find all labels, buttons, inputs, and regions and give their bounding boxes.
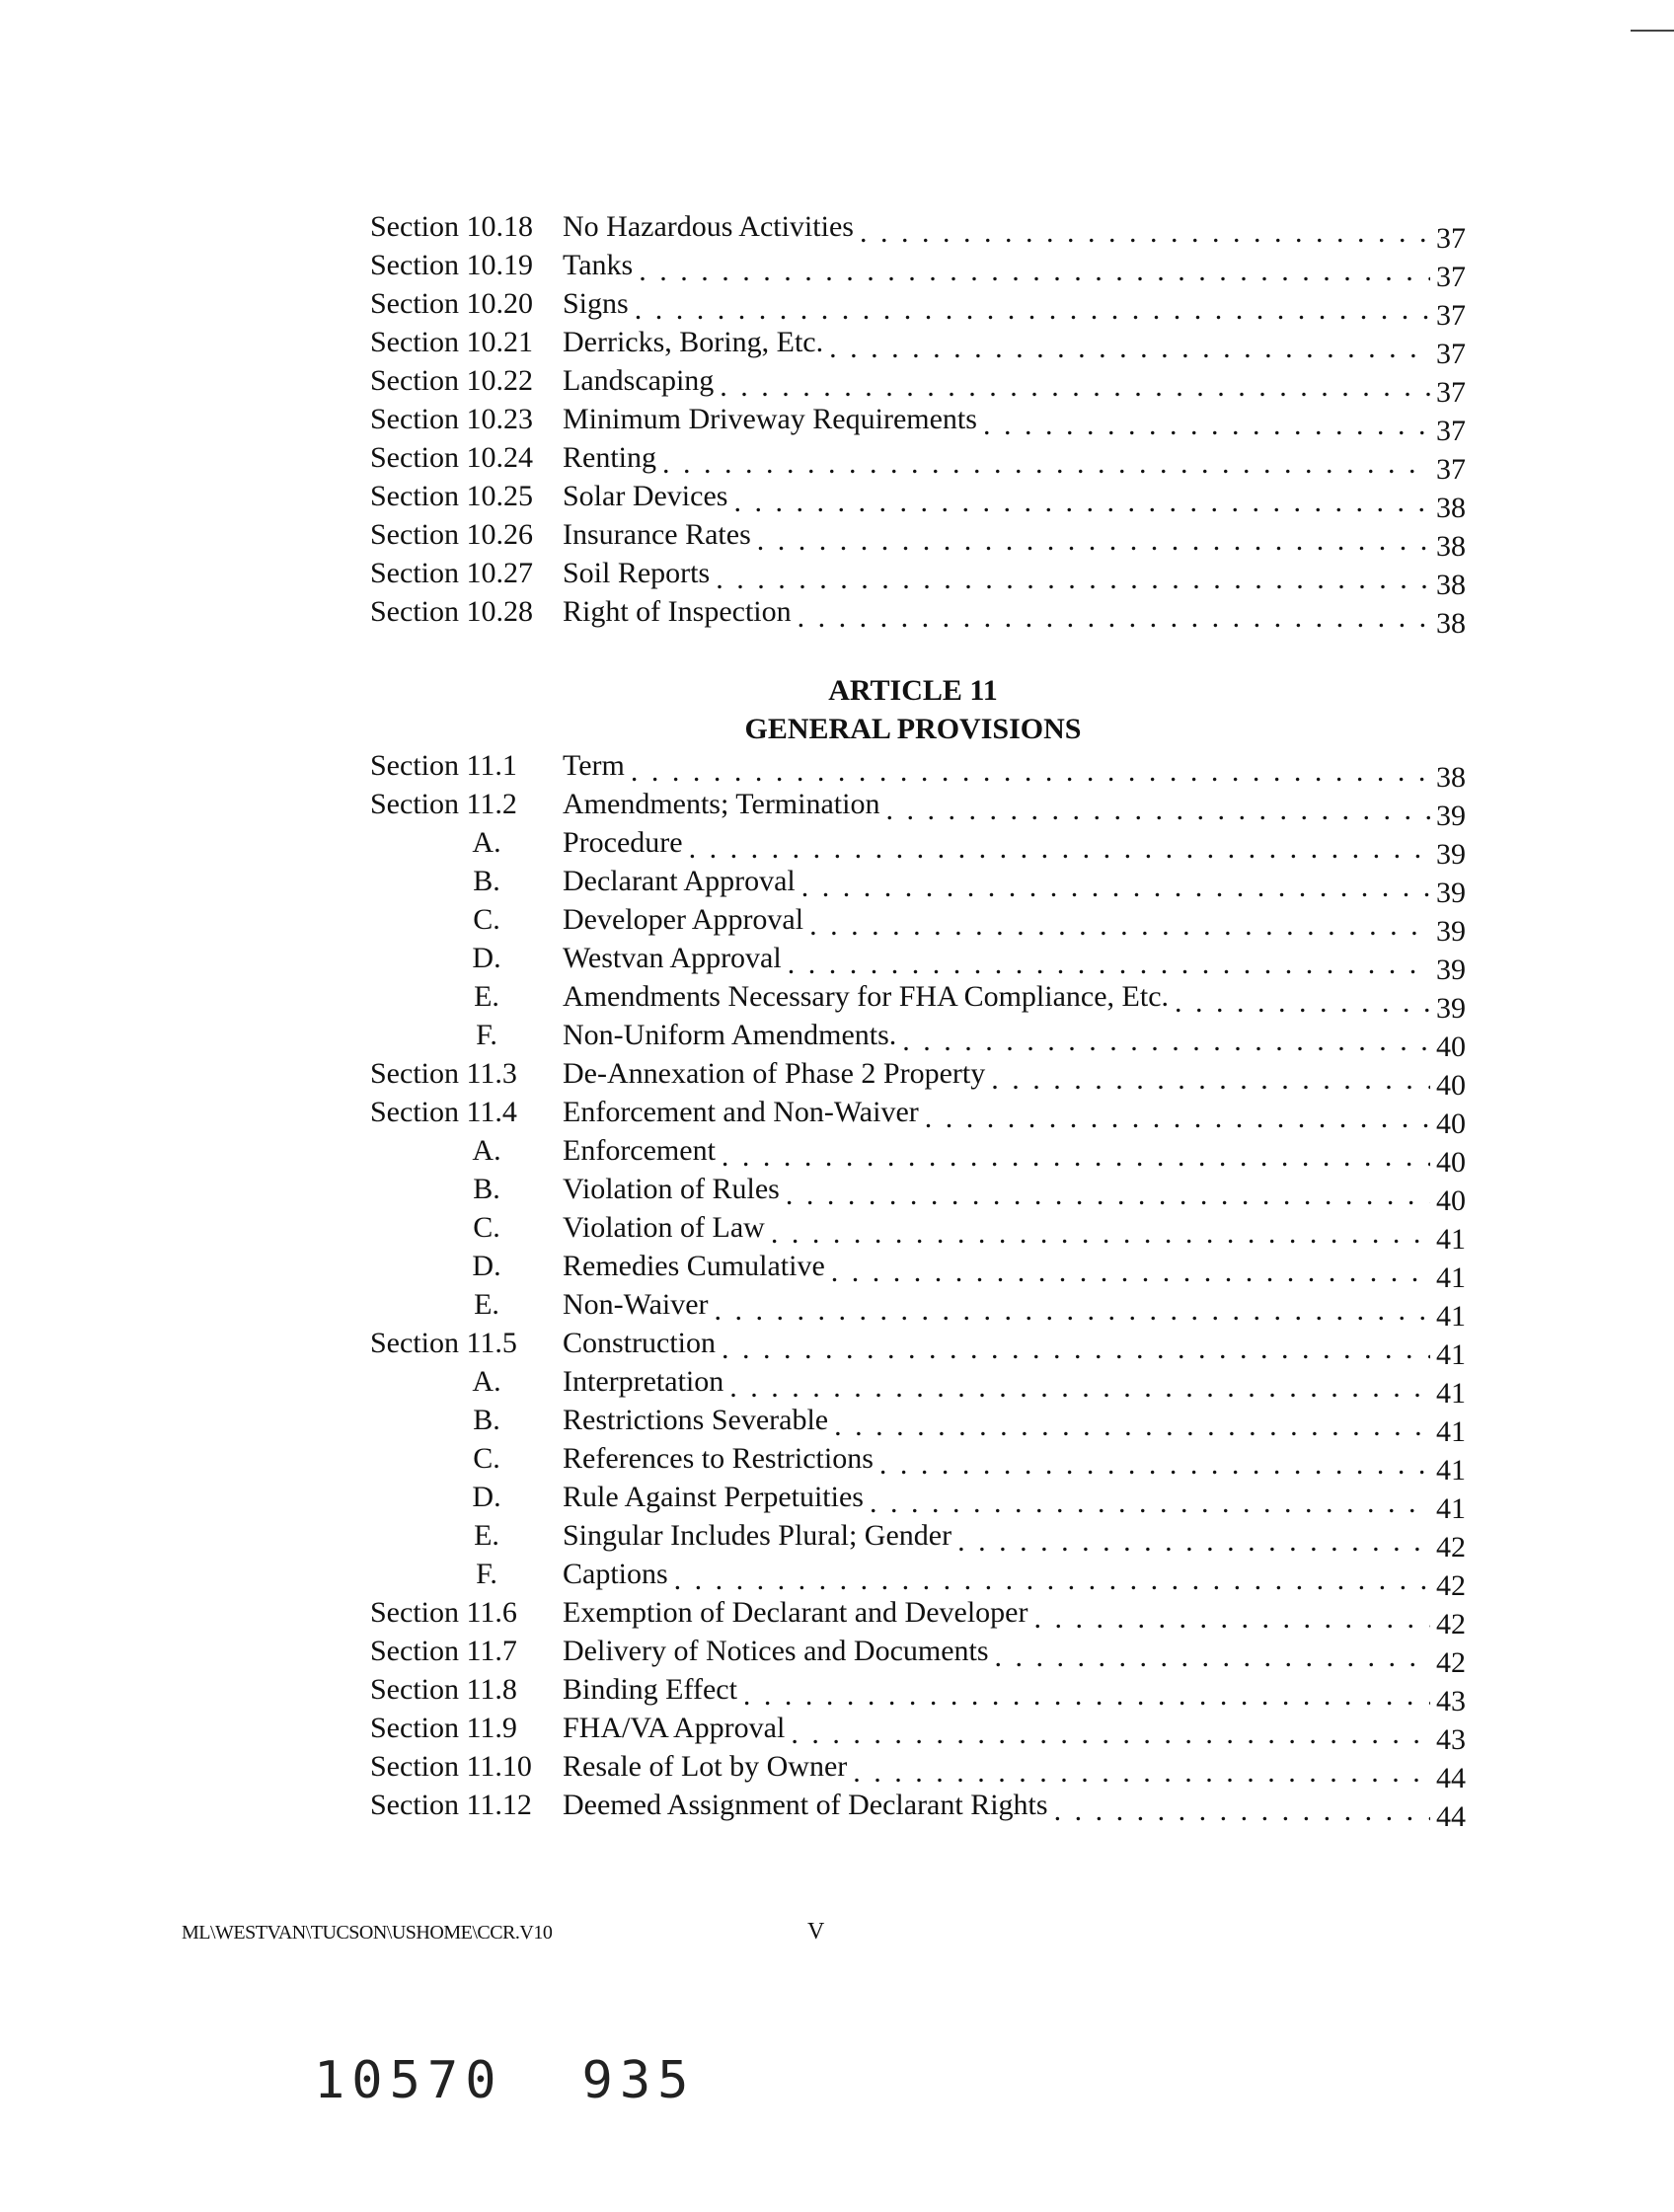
toc-entry	[360, 977, 1466, 1025]
toc-list-article-10	[360, 207, 1466, 640]
toc-page-number: 39	[1436, 953, 1466, 986]
toc-entry	[360, 939, 1466, 986]
toc-entry-title: Soil Reports	[563, 557, 711, 589]
toc-section-number: Section 10.24	[370, 441, 533, 474]
toc-entry-title: Amendments; Termination	[563, 788, 880, 820]
toc-section-number: Section 11.3	[370, 1057, 517, 1090]
toc-entry-title: Non-Uniform Amendments.	[563, 1019, 897, 1051]
toc-page-number: 41	[1436, 1377, 1466, 1410]
toc-entry-title: Tanks	[563, 249, 634, 281]
toc-page-number: 41	[1436, 1300, 1466, 1333]
toc-entry-title: Amendments Necessary for FHA Compliance, Etc.	[563, 980, 1170, 1013]
toc-page-number: 39	[1436, 877, 1466, 909]
toc-page-number: 37	[1436, 299, 1466, 332]
toc-entry	[360, 746, 1466, 794]
toc-page-number: 37	[1436, 338, 1466, 370]
toc-subsection-letter: D.	[472, 1250, 501, 1282]
toc-entry	[360, 1016, 1466, 1063]
toc-subsection-letter: F.	[476, 1558, 497, 1590]
toc-page-number: 40	[1436, 1107, 1466, 1140]
toc-page-number: 38	[1436, 761, 1466, 794]
toc-page-number: 39	[1436, 992, 1466, 1025]
article-number: ARTICLE 11	[828, 674, 998, 707]
toc-section-number: Section 10.27	[370, 557, 533, 589]
toc-entry	[360, 1324, 1466, 1371]
toc-section-number: Section 11.10	[370, 1750, 532, 1783]
toc-entry	[360, 1247, 1466, 1294]
toc-page-number: 43	[1436, 1685, 1466, 1717]
recording-book-number: 10570	[314, 2051, 503, 2110]
footer-page-numeral: V	[807, 1919, 825, 1945]
toc-entry	[360, 477, 1466, 524]
toc-page-number: 38	[1436, 530, 1466, 563]
toc-entry	[360, 438, 1466, 486]
toc-entry-title: Derricks, Boring, Etc.	[563, 326, 824, 358]
toc-page-number: 40	[1436, 1069, 1466, 1102]
toc-entry	[360, 1054, 1466, 1102]
toc-entry	[360, 1786, 1466, 1833]
toc-entry-title: Non-Waiver	[563, 1288, 709, 1321]
toc-subsection-letter: A.	[472, 826, 501, 859]
toc-section-number: Section 11.4	[370, 1096, 517, 1128]
toc-entry-title: Procedure	[563, 826, 683, 859]
toc-entry-title: Violation of Rules	[563, 1173, 780, 1205]
toc-entry	[360, 1709, 1466, 1756]
toc-entry	[360, 284, 1466, 332]
toc-section-number: Section 11.9	[370, 1712, 517, 1744]
toc-entry	[360, 1478, 1466, 1525]
toc-entry	[360, 1131, 1466, 1179]
toc-page-number: 43	[1436, 1723, 1466, 1756]
toc-page-number: 42	[1436, 1646, 1466, 1679]
toc-entry-title: Solar Devices	[563, 480, 728, 512]
toc-subsection-letter: C.	[473, 1442, 500, 1475]
toc-entry	[360, 207, 1466, 255]
toc-page-number: 37	[1436, 376, 1466, 409]
toc-subsection-letter: E.	[474, 980, 499, 1013]
toc-entry-title: Developer Approval	[563, 903, 804, 936]
toc-section-number: Section 10.26	[370, 518, 533, 551]
toc-entry	[360, 1593, 1466, 1640]
toc-subsection-letter: C.	[473, 903, 500, 936]
toc-section-number: Section 11.5	[370, 1327, 517, 1359]
toc-entry-title: Renting	[563, 441, 656, 474]
recording-stamp	[314, 2051, 695, 2110]
toc-entry	[360, 900, 1466, 948]
toc-entry-title: FHA/VA Approval	[563, 1712, 786, 1744]
toc-subsection-letter: B.	[473, 1404, 500, 1436]
toc-section-number: Section 11.1	[370, 749, 517, 782]
toc-section-number: Section 10.19	[370, 249, 533, 281]
toc-subsection-letter: B.	[473, 1173, 500, 1205]
toc-page-number: 41	[1436, 1454, 1466, 1487]
toc-dot-leader	[798, 598, 1430, 637]
toc-entry-title: Deemed Assignment of Declarant Rights	[563, 1789, 1048, 1821]
toc-subsection-letter: C.	[473, 1211, 500, 1244]
toc-entry-title: Violation of Law	[563, 1211, 765, 1244]
toc-entry-title: Resale of Lot by Owner	[563, 1750, 848, 1783]
toc-entry-title: Construction	[563, 1327, 716, 1359]
toc-subsection-letter: E.	[474, 1519, 499, 1552]
toc-entry-title: Exemption of Declarant and Developer	[563, 1596, 1028, 1629]
toc-page-number: 41	[1436, 1261, 1466, 1294]
toc-page-number: 40	[1436, 1146, 1466, 1179]
toc-page-number: 40	[1436, 1184, 1466, 1217]
toc-entry	[360, 1516, 1466, 1564]
toc-page-number: 38	[1436, 569, 1466, 601]
toc-section-number: Section 11.6	[370, 1596, 517, 1629]
toc-page-number: 39	[1436, 915, 1466, 948]
toc-section-number: Section 10.28	[370, 595, 533, 628]
toc-section-number: Section 11.7	[370, 1635, 517, 1667]
toc-subsection-letter: D.	[472, 1481, 501, 1513]
toc-entry-title: Term	[563, 749, 625, 782]
toc-entry-title: Rule Against Perpetuities	[563, 1481, 864, 1513]
toc-entry-title: Landscaping	[563, 364, 715, 397]
toc-subsection-letter: B.	[473, 865, 500, 897]
toc-entry	[360, 1170, 1466, 1217]
toc-entry-title: De-Annexation of Phase 2 Property	[563, 1057, 986, 1090]
toc-dot-leader	[1054, 1792, 1430, 1830]
toc-page-number: 39	[1436, 838, 1466, 871]
toc-page-number: 37	[1436, 415, 1466, 447]
toc-entry-title: Minimum Driveway Requirements	[563, 403, 977, 435]
toc-entry-title: Declarant Approval	[563, 865, 796, 897]
toc-entry	[360, 1401, 1466, 1448]
toc-section-number: Section 10.25	[370, 480, 533, 512]
toc-section-number: Section 10.21	[370, 326, 533, 358]
toc-entry	[360, 1747, 1466, 1794]
toc-entry-title: Captions	[563, 1558, 668, 1590]
toc-subsection-letter: A.	[472, 1365, 501, 1398]
article-title: GENERAL PROVISIONS	[744, 713, 1082, 745]
toc-page-number: 41	[1436, 1415, 1466, 1448]
toc-entry	[360, 515, 1466, 563]
toc-subsection-letter: A.	[472, 1134, 501, 1167]
toc-section-number: Section 10.23	[370, 403, 533, 435]
toc-entry	[360, 400, 1466, 447]
toc-page-number: 40	[1436, 1030, 1466, 1063]
toc-section-number: Section 11.2	[370, 788, 517, 820]
toc-entry	[360, 246, 1466, 293]
toc-entry-title: Interpretation	[563, 1365, 724, 1398]
toc-entry-title: Restrictions Severable	[563, 1404, 829, 1436]
toc-entry	[360, 1632, 1466, 1679]
toc-entry-title: Singular Includes Plural; Gender	[563, 1519, 952, 1552]
toc-entry-title: Signs	[563, 287, 629, 320]
toc-entry-title: Binding Effect	[563, 1673, 737, 1706]
toc-entry	[360, 361, 1466, 409]
toc-entry-title: Insurance Rates	[563, 518, 751, 551]
toc-entry	[360, 823, 1466, 871]
toc-entry-title: Remedies Cumulative	[563, 1250, 825, 1282]
toc-section-number: Section 10.22	[370, 364, 533, 397]
toc-entry	[360, 1093, 1466, 1140]
toc-list-article-11	[360, 746, 1466, 1833]
article-heading	[360, 671, 1466, 748]
toc-section-number: Section 10.18	[370, 210, 533, 243]
toc-entry	[360, 862, 1466, 909]
toc-entry	[360, 1362, 1466, 1410]
toc-page-number: 42	[1436, 1608, 1466, 1640]
toc-page-number: 38	[1436, 607, 1466, 640]
toc-page-number: 37	[1436, 222, 1466, 255]
toc-entry-title: Right of Inspection	[563, 595, 792, 628]
toc-entry-title: Delivery of Notices and Documents	[563, 1635, 989, 1667]
toc-page-number: 37	[1436, 261, 1466, 293]
toc-subsection-letter: F.	[476, 1019, 497, 1051]
toc-page-number: 39	[1436, 800, 1466, 832]
recording-page-number: 935	[581, 2051, 696, 2110]
toc-entry	[360, 592, 1466, 640]
toc-entry	[360, 1439, 1466, 1487]
toc-entry-title: Enforcement	[563, 1134, 716, 1167]
toc-section-number: Section 11.12	[370, 1789, 532, 1821]
toc-page-number: 44	[1436, 1762, 1466, 1794]
toc-entry	[360, 323, 1466, 370]
toc-page-number: 42	[1436, 1569, 1466, 1602]
footer-file-path: ML\WESTVAN\TUCSON\USHOME\CCR.V10	[182, 1922, 553, 1944]
toc-page-number: 41	[1436, 1223, 1466, 1256]
toc-page-number: 37	[1436, 453, 1466, 486]
toc-section-number: Section 10.20	[370, 287, 533, 320]
toc-page-number: 44	[1436, 1800, 1466, 1833]
toc-entry	[360, 785, 1466, 832]
toc-section-number: Section 11.8	[370, 1673, 517, 1706]
toc-entry-title: Westvan Approval	[563, 942, 782, 974]
toc-entry	[360, 1285, 1466, 1333]
toc-entry	[360, 1208, 1466, 1256]
toc-entry	[360, 554, 1466, 601]
toc-entry	[360, 1555, 1466, 1602]
toc-entry-title: References to Restrictions	[563, 1442, 874, 1475]
toc-page-number: 41	[1436, 1492, 1466, 1525]
toc-page-number: 41	[1436, 1338, 1466, 1371]
toc-entry	[360, 1670, 1466, 1717]
toc-subsection-letter: E.	[474, 1288, 499, 1321]
corner-scan-mark	[1631, 30, 1674, 32]
toc-page-number: 42	[1436, 1531, 1466, 1564]
toc-subsection-letter: D.	[472, 942, 501, 974]
toc-entry-title: Enforcement and Non-Waiver	[563, 1096, 919, 1128]
toc-page-number: 38	[1436, 492, 1466, 524]
toc-entry-title: No Hazardous Activities	[563, 210, 854, 243]
